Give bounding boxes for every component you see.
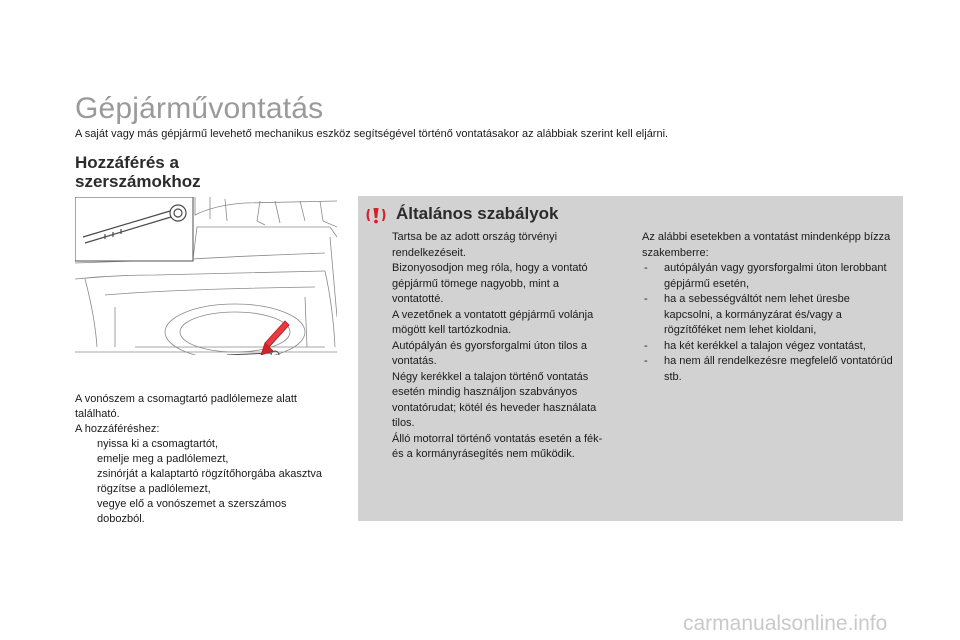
red-arrow-icon	[261, 321, 289, 355]
list-item: - ha a sebességváltót nem lehet üresbe kapcsolni, a kormányzárat és/vagy a rögzítőféket nem lehet kioldani,	[644, 293, 850, 336]
rules-column-left	[392, 230, 612, 463]
dash-bullet: -	[644, 262, 648, 274]
page-intro: A saját vagy más gépjármű levehető mechanikus eszköz segítségével történő vontatásakor az alábbiak szerint kell eljárni.	[75, 128, 669, 140]
dash-bullet: -	[644, 293, 648, 305]
rules-column-right	[642, 230, 898, 385]
access-section-title: Hozzáférés a szerszámokhoz	[75, 153, 201, 191]
warning-exclamation-icon	[365, 204, 387, 226]
watermark: carmanualsonline.info	[683, 612, 888, 635]
rule-paragraph: A vezetőnek a vontatott gépjármű volánja mögött kell tartózkodnia.	[392, 308, 594, 336]
rule-paragraph: Autópályán és gyorsforgalmi úton tilos a vontatás.	[392, 339, 588, 367]
general-rules-panel	[358, 196, 903, 521]
rule-intro: Az alábbi esetekben a vontatást mindenképp bízza szakemberre:	[642, 231, 891, 259]
rule-paragraph: Tartsa be az adott ország törvényi rendelkezéseit.	[392, 231, 558, 259]
list-item: vegye elő a vonószemet a szerszámos dobozból.	[97, 498, 287, 525]
dash-bullet: -	[644, 339, 648, 352]
trunk-illustration	[75, 197, 337, 355]
access-instructions	[75, 392, 337, 527]
list-item: zsinórját a kalaptartó rögzítőhorgába akasztva rögzítse a padlólemezt,	[97, 468, 323, 495]
list-item: - ha két kerékkel a talajon végez vontatást,	[642, 339, 898, 355]
panel-title: Általános szabályok	[396, 204, 559, 223]
rule-paragraph: Négy kerékkel a talajon történő vontatás esetén mindig használjon szabványos vontatórudat; kötél és heveder használata tilos.	[392, 370, 597, 429]
page-title: Gépjárművontatás	[75, 92, 324, 125]
rule-paragraph: Bizonyosodjon meg róla, hogy a vontató gépjármű tömege nagyobb, mint a vontatotté.	[392, 262, 588, 305]
dash-bullet: -	[644, 355, 648, 367]
access-paragraph: A hozzáféréshez:	[75, 423, 160, 435]
list-item: emelje meg a padlólemezt,	[97, 453, 229, 465]
professional-cases-list	[642, 261, 898, 385]
rule-paragraph: Álló motorral történő vontatás esetén a fék- és a kormányrásegítés nem működik.	[392, 432, 603, 460]
list-item: - ha nem áll rendelkezésre megfelelő vontatórúd stb.	[644, 355, 893, 383]
access-paragraph: A vonószem a csomagtartó padlólemeze alatt található.	[75, 393, 297, 420]
list-item: - autópályán vagy gyorsforgalmi úton lerobbant gépjármű esetén,	[644, 262, 887, 290]
access-steps-list	[75, 437, 337, 527]
list-item: nyissa ki a csomagtartót,	[97, 438, 219, 450]
